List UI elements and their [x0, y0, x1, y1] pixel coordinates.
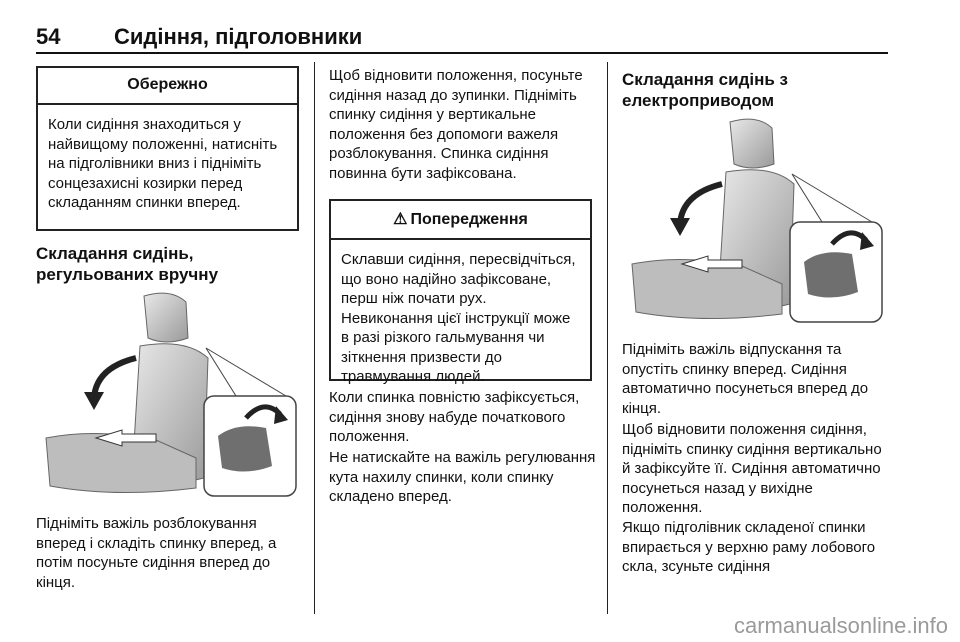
caution-box: [36, 66, 299, 231]
manual-fold-instructions: Підніміть важіль розблокування вперед і складіть спинку вперед, а потім посуньте сидіння вперед до кінця.: [36, 515, 277, 591]
watermark: carmanualsonline.info: [733, 613, 948, 638]
warning-text: Склавши сидіння, пересвідчіться, що воно надійно зафіксоване, перш ніж почати рух. Невиконання цієї інструкції може в разі різкого гальмування чи зіткнення призвести до травмування людей.: [341, 251, 576, 385]
page-title: Сидіння, підголовники: [114, 24, 363, 49]
header-rule: [36, 52, 888, 54]
lock-note: Коли спинка повністю зафіксується, сидіння знову набуде початкового положення.: [329, 389, 580, 445]
restore-instructions: Щоб відновити положення, посуньте сидіння назад до зупинки. Підніміть спинку сидіння у вертикальне положення без допомоги важеля розблокування. Спинка сидіння повинна бути зафіксована.: [329, 67, 583, 182]
section-title-manual: Складання сидінь, регульованих вручну: [36, 244, 219, 284]
warning-triangle-icon: ⚠: [393, 211, 408, 228]
column-divider-2: [607, 62, 608, 614]
manual-seat-illustration: [36, 288, 299, 501]
section-title-electric: Складання сидінь з електроприводом: [622, 70, 788, 110]
electric-restore-instructions: Щоб відновити положення сидіння, підніміть спинку сидіння вертикально й зафіксуйте її. Сидіння автоматично посунеться назад у вихідне положення.: [622, 421, 882, 516]
page-number: 54: [36, 24, 61, 49]
warning-box: [329, 199, 592, 385]
electric-fold-instructions: Підніміть важіль відпускання та опустіть спинку вперед. Сидіння автоматично посунеться вперед до кінця.: [622, 341, 869, 417]
warning-title: Попередження: [410, 211, 528, 228]
caution-text: Коли сидіння знаходиться у найвищому положенні, натисніть на підголівники вниз і підніміть сонцезахисні козирки перед складанням спинки вперед.: [48, 116, 278, 211]
caution-title: Обережно: [38, 68, 297, 105]
electric-seat-illustration: [622, 114, 885, 327]
column-divider-1: [314, 62, 315, 614]
warning-header: [331, 201, 590, 240]
headrest-note: Якщо підголівник складеної спинки впирається у верхню раму лобового скла, зсуньте сидіння: [622, 519, 876, 575]
lever-note: Не натискайте на важіль регулювання кута нахилу спинки, коли спинку складено вперед.: [329, 449, 596, 505]
